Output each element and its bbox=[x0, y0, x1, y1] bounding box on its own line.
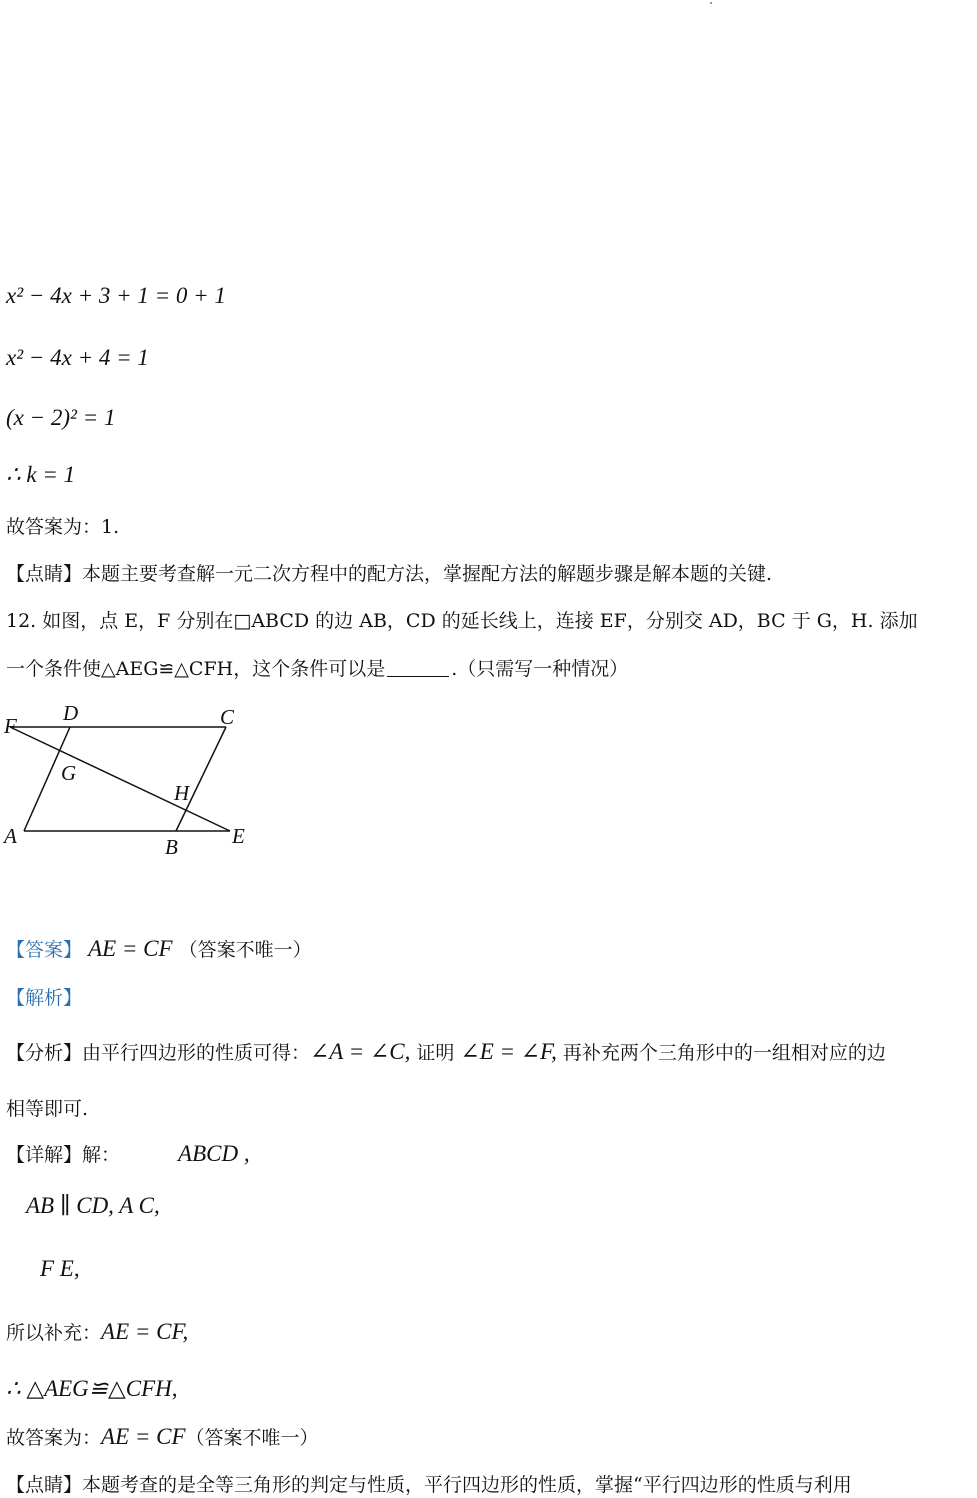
question-text: 一个条件使△AEG≌△CFH，这个条件可以是 bbox=[6, 658, 386, 680]
answer-formula: AE = CF bbox=[88, 936, 173, 961]
comment-text-2: 本题考查的是全等三角形的判定与性质，平行四边形的性质，掌握“平行四边形的性质与利用 bbox=[82, 1474, 852, 1496]
label-G: G bbox=[61, 761, 77, 785]
label-E: E bbox=[232, 824, 245, 848]
comment-tag-2: 【点睛】 bbox=[6, 1474, 83, 1496]
question-line-1: 12. 如图，点 E，F 分别在□ABCD 的边 AB，CD 的延长线上，连接 EF，分别交 AD，BC 于 G，H. 添加 bbox=[6, 610, 918, 632]
comment-prev bbox=[6, 559, 772, 586]
segment-BC bbox=[176, 727, 226, 831]
answer-line: 故答案为：1. bbox=[6, 516, 120, 538]
analysis-line-1 bbox=[6, 1038, 886, 1065]
label-A: A bbox=[4, 824, 17, 848]
detail-formula-1: ABCD , bbox=[178, 1141, 250, 1166]
analysis-heading: 【解析】 bbox=[6, 987, 83, 1009]
analysis-formula-a: ∠A = ∠C, bbox=[310, 1039, 411, 1064]
analysis-text-c: 再补充两个三角形中的一组相对应的边 bbox=[556, 1042, 886, 1064]
answer-blank bbox=[387, 660, 449, 677]
detail-text: 解： bbox=[82, 1144, 121, 1166]
detail-formula-3: F E, bbox=[40, 1256, 80, 1281]
analysis-text-a: 由平行四边形的性质可得： bbox=[82, 1042, 311, 1064]
answer-section bbox=[6, 935, 312, 962]
label-C: C bbox=[220, 705, 235, 729]
parallelogram-figure bbox=[0, 700, 260, 860]
supplement-formula: AE = CF, bbox=[101, 1319, 189, 1344]
supplement-text: 所以补充： bbox=[6, 1322, 102, 1344]
segment-FE bbox=[10, 727, 230, 831]
stray-dot bbox=[710, 2, 712, 4]
analysis-tag: 【分析】 bbox=[6, 1042, 83, 1064]
answer-note: （答案不唯一） bbox=[178, 939, 312, 961]
question-line-2 bbox=[6, 654, 628, 681]
label-D: D bbox=[63, 701, 79, 725]
detail-formula-2: AB ∥ CD, A C, bbox=[26, 1193, 160, 1218]
supplement-line bbox=[6, 1318, 188, 1345]
label-B: B bbox=[165, 835, 178, 859]
answer-tag: 【答案】 bbox=[6, 939, 83, 961]
comment-tag: 【点睛】 bbox=[6, 563, 83, 585]
analysis-line-2: 相等即可. bbox=[6, 1098, 89, 1120]
equation-line-3: (x − 2)² = 1 bbox=[6, 405, 116, 430]
comment-line bbox=[6, 1470, 852, 1497]
final-answer-note: （答案不唯一） bbox=[185, 1427, 319, 1449]
equation-line-2: x² − 4x + 4 = 1 bbox=[6, 345, 149, 370]
final-answer-formula: AE = CF bbox=[101, 1424, 186, 1449]
detail-tag: 【详解】 bbox=[6, 1144, 83, 1166]
conclusion-line: ∴ △AEG≌△CFH, bbox=[6, 1376, 178, 1401]
analysis-formula-b: ∠E = ∠F, bbox=[460, 1039, 557, 1064]
equation-line-4: ∴ k = 1 bbox=[6, 462, 76, 487]
comment-text: 本题主要考查解一元二次方程中的配方法，掌握配方法的解题步骤是解本题的关键. bbox=[82, 563, 773, 585]
analysis-text-b: 证明 bbox=[410, 1042, 461, 1064]
detail-line-1 bbox=[6, 1140, 250, 1167]
final-answer-text: 故答案为： bbox=[6, 1427, 102, 1449]
label-F: F bbox=[4, 714, 17, 738]
question-text-tail: .（只需写一种情况） bbox=[451, 658, 629, 680]
equation-line-1: x² − 4x + 3 + 1 = 0 + 1 bbox=[6, 283, 226, 308]
final-answer-line bbox=[6, 1423, 319, 1450]
label-H: H bbox=[174, 781, 190, 805]
